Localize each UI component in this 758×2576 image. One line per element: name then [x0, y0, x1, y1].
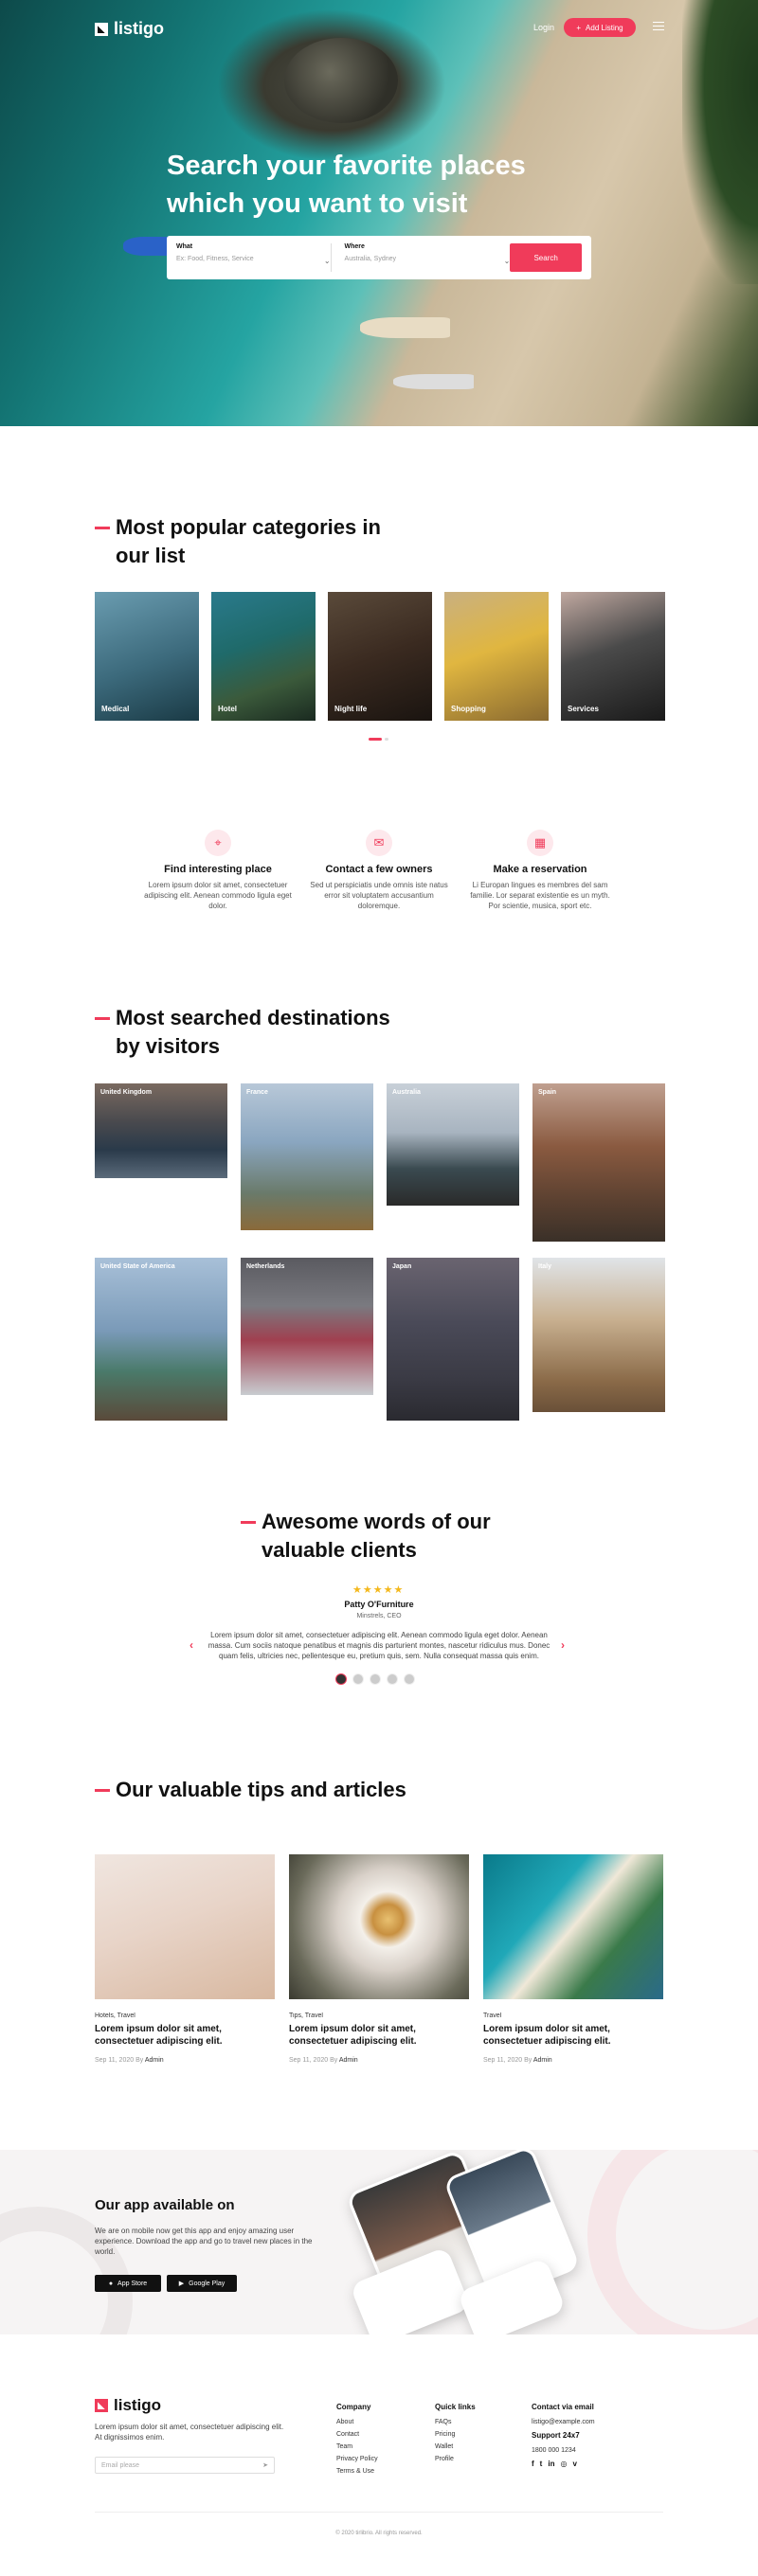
map-icon: ⌖	[205, 830, 231, 856]
article-image[interactable]	[483, 1854, 663, 1999]
next-arrow-icon[interactable]: ›	[561, 1638, 565, 1652]
article-title[interactable]: Lorem ipsum dolor sit amet, consectetuer adipiscing elit.	[289, 2024, 417, 2047]
twitter-icon[interactable]: t	[539, 2460, 543, 2468]
decor-circle	[587, 2150, 758, 2334]
footer-link-wallet[interactable]: Wallet	[435, 2443, 454, 2450]
title-accent	[95, 1789, 110, 1792]
testimonial-role: Minstrels, CEO	[356, 1613, 402, 1619]
avatar[interactable]	[387, 1673, 398, 1685]
login-link[interactable]: Login	[533, 23, 555, 32]
support-phone[interactable]: 1800 000 1234	[532, 2447, 576, 2454]
hero-banner	[0, 0, 758, 426]
where-input[interactable]: Australia, Sydney	[344, 256, 397, 262]
footer-link-about[interactable]: About	[336, 2419, 354, 2425]
logo-text: listigo	[114, 19, 164, 38]
header-logo[interactable]	[95, 19, 164, 39]
article-card[interactable]	[483, 1854, 663, 2064]
footer-quick-links	[435, 2403, 476, 2468]
step-title: Make a reservation	[493, 864, 587, 875]
footer-link-privacy[interactable]: Privacy Policy	[336, 2456, 378, 2462]
article-title[interactable]: Lorem ipsum dolor sit amet, consectetuer adipiscing elit.	[95, 2024, 223, 2047]
category-card-services[interactable]	[561, 592, 665, 721]
linkedin-icon[interactable]: in	[548, 2460, 555, 2468]
footer-link-team[interactable]: Team	[336, 2443, 353, 2450]
star-rating: ★★★★★	[352, 1584, 405, 1596]
app-desc: We are on mobile now get this app and enjoy amazing user experience. Download the app and go to travel new places in the world.	[95, 2227, 313, 2256]
footer-link-faqs[interactable]: FAQs	[435, 2419, 452, 2425]
avatar[interactable]	[352, 1673, 364, 1685]
handshake-icon: ✉	[366, 830, 392, 856]
destination-label: France	[246, 1089, 268, 1096]
footer-logo[interactable]	[95, 2396, 161, 2415]
category-label: Night life	[334, 705, 368, 713]
article-image[interactable]	[95, 1854, 275, 1999]
footer-company	[336, 2403, 378, 2480]
support-title: Support 24x7	[532, 2431, 580, 2440]
step-desc: Sed ut perspiciatis unde omnis iste natus error sit voluptatem accusantium doloremque.	[310, 881, 448, 910]
what-input[interactable]: Ex: Food, Fitness, Service	[176, 256, 254, 262]
avatar[interactable]	[404, 1673, 415, 1685]
where-field[interactable]	[345, 243, 511, 272]
boat-small	[393, 374, 474, 389]
articles-title: Our valuable tips and articles	[116, 1776, 419, 1804]
search-bar	[167, 236, 591, 279]
chevron-down-icon: ⌄	[323, 257, 331, 265]
google-play-button[interactable]: ▶ Google Play	[167, 2275, 237, 2292]
footer-link-profile[interactable]: Profile	[435, 2456, 454, 2462]
category-card-night-life[interactable]	[328, 592, 432, 721]
destination-card-australia[interactable]	[387, 1083, 519, 1206]
destination-label: United State of America	[100, 1263, 175, 1270]
what-field[interactable]	[176, 243, 332, 272]
article-meta: Sep 11, 2020 By Admin	[483, 2057, 552, 2064]
step-title: Contact a few owners	[325, 864, 433, 875]
play-icon: ▶	[178, 2281, 185, 2287]
step-desc: Li Europan lingues es membres del sam familie. Lor separat existentie es un myth. Por scientie, musica, sport etc.	[470, 881, 610, 910]
add-listing-label: Add Listing	[586, 23, 623, 32]
destination-label: United Kingdom	[100, 1089, 153, 1096]
add-listing-button[interactable]	[564, 18, 636, 37]
destination-card-france[interactable]	[241, 1083, 373, 1230]
category-label: Shopping	[451, 705, 486, 713]
what-label: What	[176, 243, 193, 250]
contact-email[interactable]: listigo@example.com	[532, 2419, 595, 2425]
hero-tree	[682, 0, 758, 284]
carousel-dots	[369, 738, 388, 741]
article-image[interactable]	[289, 1854, 469, 1999]
social-links	[532, 2460, 595, 2468]
destination-label: Netherlands	[246, 1263, 285, 1270]
send-icon[interactable]: ➤	[262, 2462, 268, 2469]
footer-link-pricing[interactable]: Pricing	[435, 2431, 456, 2438]
destination-label: Spain	[538, 1089, 557, 1096]
step-contact	[303, 830, 455, 911]
footer-divider	[95, 2512, 663, 2513]
copyright: © 2020 tirlibrio. All rights reserved.	[335, 2531, 423, 2536]
categories-title: Most popular categories in our list	[116, 513, 419, 570]
carousel-dot[interactable]	[385, 738, 388, 741]
category-label: Services	[568, 705, 599, 713]
testimonials-title: Awesome words of our valuable clients	[262, 1508, 536, 1565]
calendar-icon: ▦	[527, 830, 553, 856]
category-card-shopping[interactable]	[444, 592, 549, 721]
step-find	[142, 830, 294, 911]
destinations-title: Most searched destinations by visitors	[116, 1004, 419, 1061]
article-category[interactable]: Tips, Travel	[289, 2012, 323, 2019]
carousel-dot-active[interactable]	[369, 738, 382, 741]
destination-card-spain[interactable]	[532, 1083, 665, 1242]
footer-col-title: Quick links	[435, 2403, 476, 2411]
destination-card-netherlands[interactable]	[241, 1258, 373, 1395]
logo-icon	[95, 23, 108, 36]
hero-title: Search your favorite places which you want to visit	[167, 151, 526, 219]
where-label: Where	[344, 243, 365, 250]
footer-link-contact[interactable]: Contact	[336, 2431, 360, 2438]
footer-col-title: Contact via email	[532, 2403, 594, 2411]
destination-card-usa[interactable]	[95, 1258, 227, 1421]
destination-label: Australia	[392, 1089, 421, 1096]
footer-contact	[532, 2403, 595, 2468]
category-label: Hotel	[218, 705, 237, 713]
step-title: Find interesting place	[164, 864, 272, 875]
testimonial-name: Patty O'Furniture	[344, 1600, 414, 1609]
article-title[interactable]: Lorem ipsum dolor sit amet, consectetuer adipiscing elit.	[483, 2024, 611, 2047]
article-card[interactable]	[95, 1854, 275, 2064]
facebook-icon[interactable]: f	[532, 2460, 534, 2468]
avatar[interactable]	[370, 1673, 381, 1685]
article-meta: Sep 11, 2020 By Admin	[95, 2057, 164, 2064]
chevron-down-icon: ⌄	[503, 257, 511, 265]
footer-link-terms[interactable]: Terms & Use	[336, 2468, 375, 2475]
category-card-hotel[interactable]	[211, 592, 316, 721]
step-reserve	[464, 830, 616, 911]
article-card[interactable]	[289, 1854, 469, 2064]
article-category[interactable]: Hotels, Travel	[95, 2012, 135, 2019]
email-input[interactable]	[95, 2457, 275, 2474]
footer-desc: Lorem ipsum dolor sit amet, consectetuer adipiscing elit. At dignissimos enim.	[95, 2423, 284, 2442]
instagram-icon[interactable]: ◎	[560, 2460, 568, 2468]
app-store-button[interactable]: ● App Store	[95, 2275, 161, 2292]
article-category[interactable]: Travel	[483, 2012, 502, 2019]
avatar[interactable]	[335, 1673, 347, 1685]
hero-rock	[284, 38, 398, 123]
menu-icon[interactable]	[653, 22, 664, 30]
app-title: Our app available on	[95, 2197, 235, 2213]
destination-label: Japan	[392, 1263, 412, 1270]
article-author[interactable]: Admin	[338, 2057, 358, 2064]
title-accent	[241, 1521, 256, 1524]
article-meta: Sep 11, 2020 By Admin	[289, 2057, 358, 2064]
category-card-medical[interactable]	[95, 592, 199, 721]
destination-card-uk[interactable]	[95, 1083, 227, 1178]
prev-arrow-icon[interactable]: ‹	[190, 1638, 193, 1652]
logo-icon	[95, 2399, 108, 2412]
testimonial-quote: Lorem ipsum dolor sit amet, consectetuer adipiscing elit. Aenean commodo ligula eget dolor. Aenean massa. Cum sociis natoque penatibus et magnis dis parturient montes, nascetur ridiculus mus. Donec quam felis, ultricies nec, pellentesque eu, pretium quis, sem. Nulla consequat massa quis enim.	[208, 1631, 550, 1660]
testimonial-avatars	[335, 1673, 415, 1685]
article-author[interactable]: Admin	[532, 2057, 552, 2064]
title-accent	[95, 1017, 110, 1020]
step-desc: Lorem ipsum dolor sit amet, consectetuer adipiscing elit. Aenean commodo ligula eget dolor.	[144, 881, 292, 910]
title-accent	[95, 527, 110, 529]
footer-logo-text: listigo	[114, 2396, 162, 2414]
search-button[interactable]: Search	[510, 243, 582, 272]
destination-card-italy[interactable]	[532, 1258, 665, 1412]
article-author[interactable]: Admin	[144, 2057, 164, 2064]
category-label: Medical	[101, 705, 130, 713]
destination-card-japan[interactable]	[387, 1258, 519, 1421]
email-placeholder: Email please	[101, 2462, 140, 2469]
vimeo-icon[interactable]: v	[572, 2460, 577, 2468]
destination-label: Italy	[538, 1263, 552, 1270]
footer-col-title: Company	[336, 2403, 371, 2411]
boat-large	[360, 317, 450, 338]
plus-icon: +	[576, 23, 582, 32]
apple-icon: ●	[108, 2280, 114, 2287]
